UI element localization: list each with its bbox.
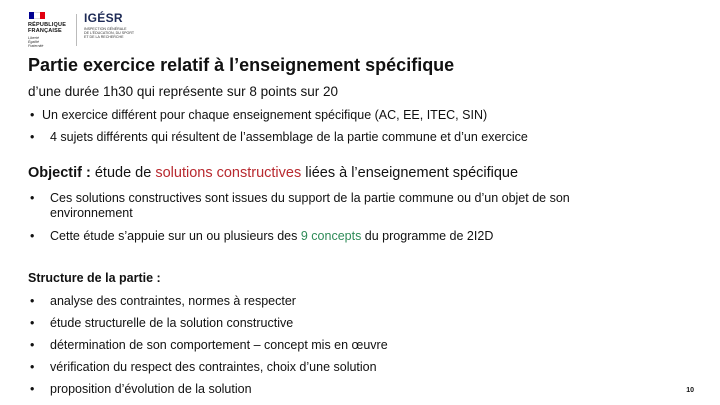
igesr-brand: IGÉSR — [84, 11, 123, 25]
structure-list — [30, 294, 388, 397]
bullet-icon: • — [30, 108, 35, 122]
republique-francaise-logo — [28, 12, 74, 49]
bullet-icon: • — [30, 229, 35, 243]
bullet-icon: • — [30, 382, 35, 396]
slide-title: Partie exercice relatif à l’enseignement spécifique — [28, 55, 455, 75]
page-number: 10 — [686, 387, 694, 394]
structure-item-4: • vérification du respect des contraintes, choix d’une solution — [30, 360, 377, 374]
objectif-bullet-1: • Ces solutions constructives sont issues du support de la partie commune ou d’un objet de son environnement — [30, 191, 570, 220]
structure-item-2: • étude structurelle de la solution constructive — [30, 316, 294, 330]
objectif-label: Objectif : — [28, 165, 91, 181]
intro-bullet-1: • Un exercice différent pour chaque enseignement spécifique (AC, EE, ITEC, SIN) — [30, 108, 488, 122]
bullet-icon: • — [30, 316, 35, 330]
structure-heading: Structure de la partie : — [28, 271, 161, 285]
marianne-flag-icon — [29, 12, 45, 19]
objectif-bullet-list — [30, 191, 570, 244]
objectif-bullet-2: • Cette étude s’appuie sur un ou plusieurs des 9 concepts du programme de 2I2D — [30, 229, 494, 243]
structure-item-1: • analyse des contraintes, normes à respecter — [30, 294, 296, 308]
igesr-logo — [84, 12, 154, 40]
bullet-icon: • — [30, 338, 35, 352]
bullet-icon: • — [30, 294, 35, 308]
objectif-highlight: solutions constructives — [155, 165, 302, 181]
bullet-icon: • — [30, 191, 35, 205]
bullet-icon: • — [30, 360, 35, 374]
structure-item-5: • proposition d’évolution de la solution — [30, 382, 252, 396]
logo-divider — [76, 14, 77, 46]
rf-name: RÉPUBLIQUE FRANÇAISE — [28, 22, 67, 34]
bullet-icon: • — [30, 130, 35, 144]
slide-subtitle: d’une durée 1h30 qui représente sur 8 points sur 20 — [28, 84, 338, 99]
concepts-highlight: 9 concepts — [300, 229, 362, 243]
rf-motto: Liberté Égalité Fraternité — [28, 36, 44, 49]
structure-item-3: • détermination de son comportement – concept mis en œuvre — [30, 338, 388, 352]
intro-bullet-list — [30, 108, 528, 145]
intro-bullet-2: • 4 sujets différents qui résultent de l’assemblage de la partie commune et d’un exercice — [30, 130, 528, 144]
igesr-subtitle: INSPECTION GÉNÉRALE DE L'ÉDUCATION, DU SPORT ET DE LA RECHERCHE — [84, 27, 135, 40]
objectif-line: Objectif : étude de solutions constructives liées à l’enseignement spécifique — [28, 165, 519, 181]
